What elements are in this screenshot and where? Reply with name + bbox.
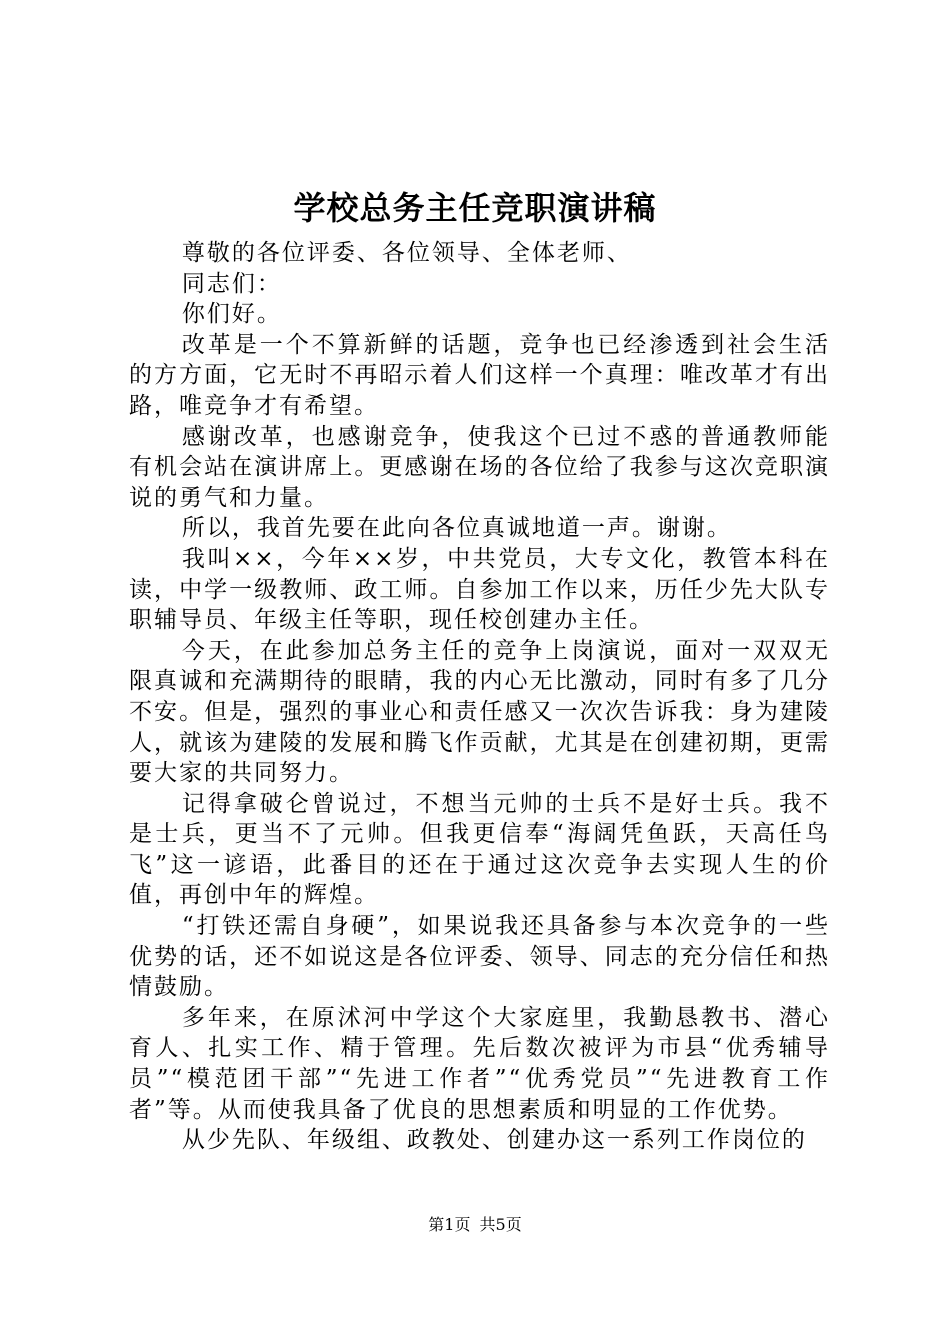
page-total: 共5页	[479, 1215, 522, 1234]
paragraph: “打铁还需自身硬”，如果说我还具备参与本次竞争的一些优势的话，还不如说这是各位评委、领导、同志的充分信任和热情鼓励。	[129, 913, 830, 1001]
paragraph: 感谢改革，也感谢竞争，使我这个已过不惑的普通教师能有机会站在演讲席上。更感谢在场的各位给了我参与这次竞职演说的勇气和力量。	[129, 423, 830, 511]
page-number: 第1页	[428, 1215, 471, 1234]
document-title: 学校总务主任竞职演讲稿	[293, 189, 657, 227]
paragraph-salutation: 尊敬的各位评委、各位领导、全体老师、	[181, 240, 632, 266]
paragraph: 从少先队、年级组、政教处、创建办这一系列工作岗位的	[181, 1127, 807, 1154]
document-body	[129, 238, 830, 1156]
paragraph: 所以，我首先要在此向各位真诚地道一声。谢谢。	[181, 515, 732, 542]
paragraph-greeting: 你们好。	[181, 301, 282, 328]
page-footer	[0, 1214, 950, 1236]
paragraph: 多年来，在原沭河中学这个大家庭里，我勤恳教书、潜心育人、扎实工作、精于管理。先后数次被评为市县“优秀辅导员”“模范团干部”“先进工作者”“优秀党员”“先进教育工作者”等。从而使我具备了优良的思想素质和明显的工作优势。	[129, 1004, 830, 1123]
paragraph-salutation-2: 同志们：	[181, 270, 282, 297]
paragraph: 记得拿破仑曾说过，不想当元帅的士兵不是好士兵。我不是士兵，更当不了元帅。但我更信奉“海阔凭鱼跃，天高任鸟飞”这一谚语，此番目的还在于通过这次竞争去实现人生的价值，再创中年的辉煌。	[129, 790, 830, 909]
paragraph: 今天，在此参加总务主任的竞争上岗演说，面对一双双无限真诚和充满期待的眼睛，我的内心无比激动，同时有多了几分不安。但是，强烈的事业心和责任感又一次次告诉我：身为建陵人，就该为建陵的发展和腾飞作贡献，尤其是在创建初期，更需要大家的共同努力。	[129, 637, 830, 787]
paragraph: 改革是一个不算新鲜的话题，竞争也已经渗透到社会生活的方方面，它无时不再昭示着人们这样一个真理：唯改革才有出路，唯竞争才有希望。	[129, 331, 830, 419]
paragraph: 我叫××，今年××岁，中共党员，大专文化，教管本科在读，中学一级教师、政工师。自参加工作以来，历任少先大队专职辅导员、年级主任等职，现任校创建办主任。	[129, 545, 830, 634]
